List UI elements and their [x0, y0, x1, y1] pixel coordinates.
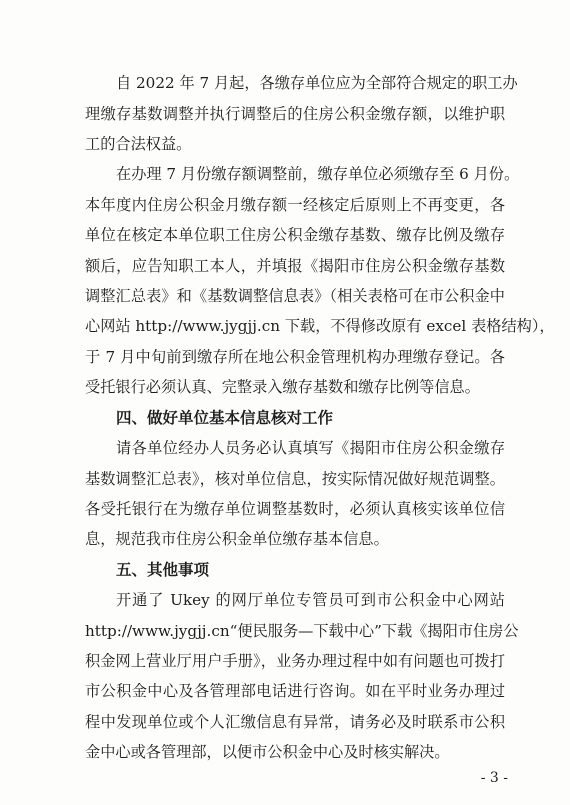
paragraph-4-line-1: 开通了 Ukey 的网厅单位专管员可到市公积金中心网站	[116, 591, 505, 609]
paragraph-2-line-1: 在办理 7 月份缴存额调整前，缴存单位必须缴存至 6 月份。	[116, 165, 520, 183]
paragraph-3-line-4: 息，规范我市住房公积金单位缴存基本信息。	[85, 530, 389, 548]
paragraph-2-line-8: 受托银行必须认真、完整录入缴存基数和缴存比例等信息。	[85, 378, 480, 396]
paragraph-4-line-5: 程中发现单位或个人汇缴信息有异常，请务必及时联系市公积	[85, 713, 505, 731]
paragraph-4-line-2: http://www.jygjj.cn“便民服务—下载中心”下载《揭阳市住房公	[85, 622, 519, 640]
paragraph-2-line-6: 心网站 http://www.jygjj.cn 下载，不得修改原有 excel 表格结构），	[85, 317, 555, 335]
paragraph-1-line-1: 自 2022 年 7 月起，各缴存单位应为全部符合规定的职工办	[116, 74, 518, 92]
paragraph-4-line-4: 市公积金中心及各管理部电话进行咨询。如在平时业务办理过	[85, 682, 505, 700]
section-heading-4: 四、做好单位基本信息核对工作	[116, 409, 334, 427]
page-number: - 3 -	[480, 770, 508, 786]
paragraph-4-line-3: 积金网上营业厅用户手册》，业务办理过程中如有问题也可拨打	[85, 652, 505, 670]
paragraph-4-line-6: 金中心或各管理部，以便市公积金中心及时核实解决。	[85, 743, 450, 761]
paragraph-2-line-5: 调整汇总表》和《基数调整信息表》（相关表格可在市公积金中	[85, 287, 505, 305]
section-heading-5: 五、其他事项	[116, 561, 210, 579]
paragraph-3-line-2: 基数调整汇总表》，核对单位信息，按实际情况做好规范调整。	[85, 470, 505, 488]
paragraph-3-line-3: 各受托银行在为缴存单位调整基数时，必须认真核实该单位信	[85, 500, 505, 518]
paragraph-2-line-4: 额后，应告知职工本人，并填报《揭阳市住房公积金缴存基数	[85, 257, 505, 275]
paragraph-2-line-7: 于 7 月中旬前到缴存所在地公积金管理机构办理缴存登记。各	[85, 348, 505, 366]
paragraph-1-line-3: 工的合法权益。	[85, 135, 192, 153]
paragraph-2-line-3: 单位在核定本单位职工住房公积金缴存基数、缴存比例及缴存	[85, 226, 505, 244]
paragraph-3-line-1: 请各单位经办人员务必认真填写《揭阳市住房公积金缴存	[116, 439, 505, 457]
paragraph-2-line-2: 本年度内住房公积金月缴存额一经核定后原则上不再变更，各	[85, 196, 505, 214]
paragraph-1-line-2: 理缴存基数调整并执行调整后的住房公积金缴存额，以维护职	[85, 105, 505, 123]
